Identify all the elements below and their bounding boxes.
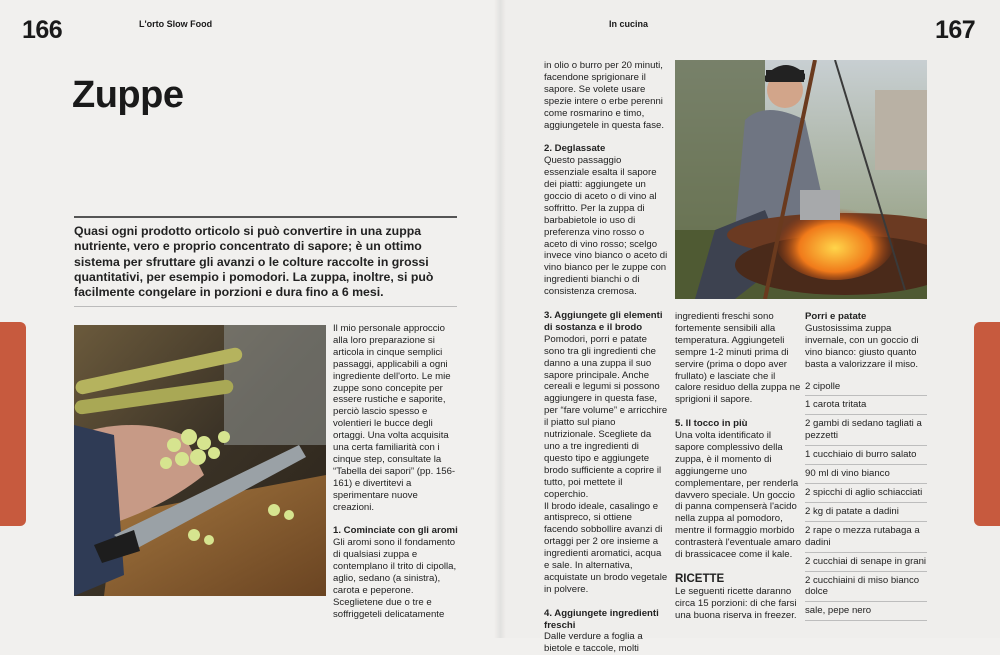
step-heading: 3. Aggiungete gli elementi di sostanza e il brodo — [544, 310, 663, 333]
step-text: ingredienti freschi sono fortemente sensibili alla temperatura. Aggiungeteli sempre 1-2 minuti prima di servire (prima o dopo aver frullato) e lasciate che il calore residuo della zuppa ne sprigioni il sapore. — [675, 311, 801, 406]
right-edge-tab — [974, 322, 1000, 526]
ingredient-item: 2 cucchiaini di miso bianco dolce — [805, 572, 927, 603]
step-heading: 1. Cominciate con gli aromi — [333, 525, 458, 537]
divider — [74, 216, 457, 218]
ingredient-item: 2 spicchi di aglio schiacciati — [805, 484, 927, 503]
page-number-right: 167 — [935, 16, 976, 44]
page-title: Zuppe — [72, 74, 184, 116]
step-text: Gli aromi sono il fondamento di qualsiasi zuppa e contemplano il trito di cipolla, aglio, sedano (a sinistra), carota e peperone. Sceglietene due o tre e soffriggeteli delicatamente — [333, 537, 457, 620]
step-text: Una volta identificato il sapore complessivo della zuppa, è il momento di aggiungerne uno complementare, per renderla davvero speciale. Un goccio di panna compenserà l'acido nella zuppa al pomodoro, mentre il formaggio morbido contrasterà l'eventuale amaro di brassicacee come il kale. — [675, 430, 802, 561]
ingredient-item: 2 gambi di sedano tagliati a pezzetti — [805, 415, 927, 446]
step-heading: 4. Aggiungete ingredienti freschi — [544, 607, 659, 631]
text-column-2 — [544, 60, 668, 655]
recipe-description: Gustosissima zuppa invernale, con un goccio di vino bianco: giusto quanto basta a valorizzare il miso. — [805, 322, 919, 370]
ingredient-item: 2 kg di patate a dadini — [805, 503, 927, 522]
ingredient-item: 2 rape o mezza rutabaga a dadini — [805, 522, 927, 553]
step-heading: 2. Deglassate — [544, 143, 606, 155]
ingredient-item: 90 ml di vino bianco — [805, 465, 927, 484]
lead-paragraph: Quasi ogni prodotto orticolo si può convertire in una zuppa nutriente, vero e proprio concentrato di sapore; è un ottimo sistema per sfruttare gli avanzi o le colture raccolte in grossi quantitativi, per esempio i pomodori. La zuppa, inoltre, si può facilmente congelare in porzioni e dura fino a 6 mesi. — [74, 224, 434, 300]
recipes-intro: Le seguenti ricette daranno circa 15 porzioni: di che farsi una buona riserva in freezer. — [675, 585, 797, 621]
ingredient-list — [805, 378, 927, 622]
step-text: in olio o burro per 20 minuti, facendone sprigionare il sapore. Se volete usare spezie intere o erbe perenni come rosmarino e timo, aggiungetele in questa fase. — [544, 60, 665, 131]
recipes-heading: RICETTE — [675, 572, 725, 585]
recipe-column — [805, 311, 927, 621]
divider — [74, 306, 457, 307]
running-head-right: In cucina — [609, 19, 649, 29]
chopping-celery-photo — [74, 325, 326, 596]
step-text: Il brodo ideale, casalingo e antispreco, si ottiene facendo sobbollire avanzi di ortaggi per 2 ore insieme a ingredienti aromatici, acqua e sale. In alternativa, acquistate un brodo vegetale in polvere. — [544, 500, 668, 595]
step-text: Dalle verdure a foglia a bietole e taccole, molti — [544, 631, 643, 655]
text-column-3 — [675, 311, 802, 622]
recipe-title: Porri e patate — [805, 311, 867, 322]
outdoor-fire-cooking-photo — [675, 60, 927, 299]
ingredient-item: 2 cipolle — [805, 378, 927, 397]
text-column-1 — [333, 323, 461, 621]
running-head-left: L'orto Slow Food — [139, 19, 213, 29]
book-spine — [494, 0, 506, 638]
ingredient-item: 1 carota tritata — [805, 396, 927, 415]
intro-paragraph: Il mio personale approccio alla loro preparazione si articola in cinque semplici passaggi, applicabili a ogni ingrediente dell'orto. Le mie zuppe sono concepite per essere rustiche e saporite, perciò lascio spesso e volentieri le bucce degli ortaggi. Una volta acquisita una certa familiarità con i cinque step, consultate la “Tabella dei sapori” (pp. 156-161) e divertitevi a sperimentare nuove creazioni. — [333, 323, 456, 513]
ingredient-item: 2 cucchiai di senape in grani — [805, 553, 927, 572]
page-number-left: 166 — [22, 16, 63, 44]
step-text: Questo passaggio essenziale esalta il sapore dei piatti: aggiungete un goccio di aceto o di vino al soffritto. Per la zuppa di barbabietole io uso di preferenza vino rosso o aceto di vino rosso; scelgo invece vino bianco o aceto di vino bianco per le zuppe con ingredienti bianchi o di consistenza cremosa. — [544, 155, 668, 298]
ingredient-item: sale, pepe nero — [805, 602, 927, 621]
step-heading: 5. Il tocco in più — [675, 418, 748, 430]
ingredient-item: 1 cucchiaio di burro salato — [805, 446, 927, 465]
step-text: Pomodori, porri e patate sono tra gli ingredienti che danno a una zuppa il suo sapore principale. Anche cereali e legumi si possono aggiungere in questa fase, per “fare volume” e arricchire il piatto sul piano nutrizionale. Scegliete da uno a tre ingredienti di questo tipo e aggiungete brodo sufficiente a coprire il tutto, poi mettete il coperchio. — [544, 333, 668, 500]
left-edge-tab — [0, 322, 26, 526]
